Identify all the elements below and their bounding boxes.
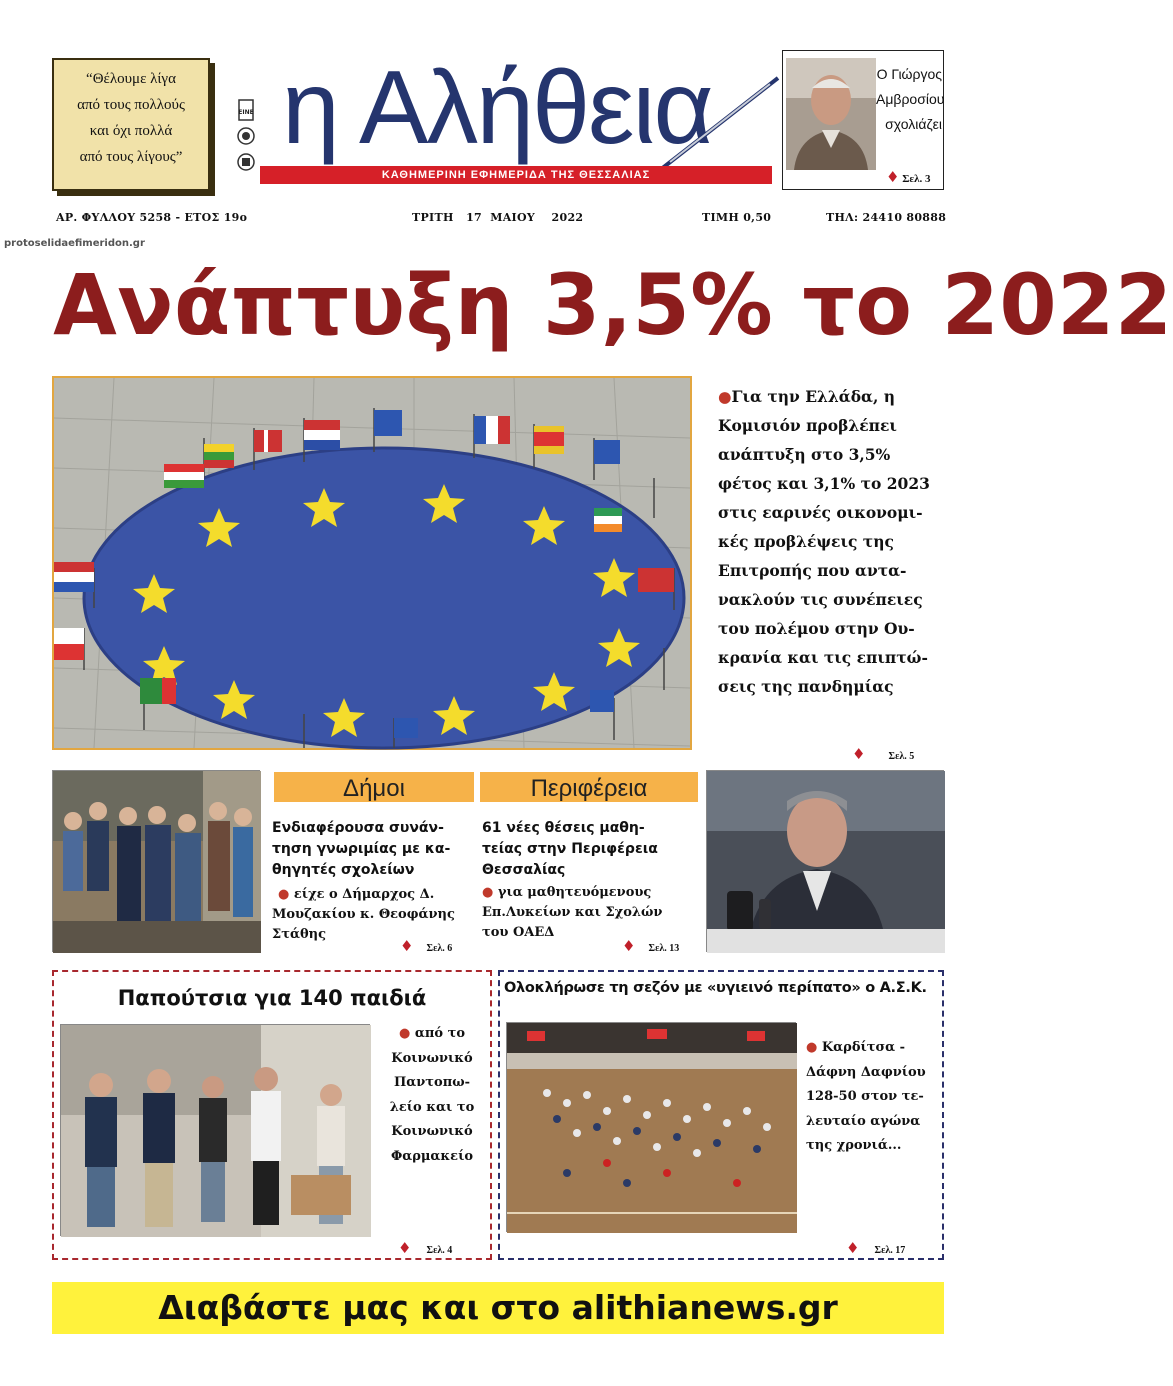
ask-photo — [506, 1022, 796, 1232]
perifereia-head-line: 61 νέες θέσεις μαθη- — [482, 820, 645, 836]
phone: ΤΗΛ: 24410 80888 — [826, 211, 947, 224]
section-label-dimoi: Δήμοι — [274, 772, 474, 802]
columnist-line: Αμβροσίου — [876, 91, 945, 107]
quote-box — [52, 58, 210, 191]
columnist-page-ref — [886, 168, 931, 186]
perifereia-story — [482, 818, 702, 943]
lead-line: σεις της πανδημίας — [718, 677, 894, 696]
lead-line: Επιτροπής που αντα- — [718, 561, 907, 580]
lead-line: νακλούν τις συνέπειες — [718, 590, 923, 609]
page-ref: Σελ. 13 — [648, 943, 680, 954]
lead-page-ref — [852, 744, 914, 763]
ask-line: Καρδίτσα - — [821, 1040, 906, 1055]
shoes-line: Παντοπω- — [393, 1075, 470, 1090]
seal-icon — [236, 100, 256, 182]
dimoi-story — [272, 818, 478, 945]
ask-line: 128-50 στον τε- — [806, 1089, 924, 1104]
quote-line: από τους πολλούς — [77, 97, 185, 113]
perifereia-page-ref — [622, 936, 679, 955]
ask-story — [806, 1036, 938, 1159]
ask-page-ref — [846, 1238, 905, 1257]
lead-line: κρανία και τις επιπτώ- — [718, 648, 928, 667]
lead-line: στις εαρινές οικονομι- — [718, 503, 923, 522]
ask-line: της χρονιά... — [806, 1138, 902, 1153]
page-ref: Σελ. 17 — [874, 1245, 906, 1256]
bullet-icon: ● — [278, 887, 290, 902]
issue-number: ΑΡ. ΦΥΛΛΟΥ 5258 - ΕΤΟΣ 19ο — [56, 211, 248, 224]
quote-line: “Θέλουμε λίγα — [86, 71, 176, 87]
website-banner[interactable]: Διαβάστε μας και στο alithianews.gr — [52, 1282, 944, 1334]
ask-line: λευταίο αγώνα — [806, 1113, 921, 1129]
headline: Ανάπτυξη 3,5% το 2022 — [53, 256, 1173, 354]
diamond-icon: ♦ — [886, 168, 900, 186]
perifereia-head-line: Θεσσαλίας — [482, 862, 566, 878]
shoes-line: Φαρμακείο — [390, 1148, 474, 1164]
diamond-icon: ♦ — [398, 1239, 412, 1257]
diamond-icon: ♦ — [846, 1239, 860, 1257]
perifereia-sub-line: Επ.Λυκείων και Σχολών — [482, 905, 663, 920]
lead-line: του πολέμου στην Ου- — [718, 619, 915, 638]
shoes-photo — [60, 1024, 370, 1236]
dimoi-head-line: τηση γνωριμίας με κα- — [272, 841, 451, 857]
page-ref: Σελ. 3 — [902, 173, 931, 185]
eu-flag-photo — [54, 378, 690, 748]
main-photo — [52, 376, 692, 750]
dimoi-sub-line: Μουζακίου κ. Θεοφάνης — [272, 907, 455, 922]
watermark: protoselidaefimeridon.gr — [4, 238, 145, 249]
columnist-photo — [786, 58, 876, 170]
shoes-line: από το — [414, 1026, 465, 1041]
lead-line: φέτος και 3,1% το 2023 — [718, 474, 930, 493]
bullet-icon: ● — [806, 1040, 818, 1055]
columnist-line: Ο Γιώργος — [876, 66, 942, 82]
bullet-icon: ● — [718, 387, 732, 406]
columnist-line: σχολιάζει — [885, 116, 942, 132]
diamond-icon: ♦ — [622, 937, 636, 955]
page-ref: Σελ. 5 — [888, 751, 915, 762]
perifereia-sub-line: του ΟΑΕΔ — [482, 925, 555, 940]
bullet-icon: ● — [398, 1026, 411, 1041]
dimoi-photo — [52, 770, 260, 952]
lead-line: Για την Ελλάδα, η — [731, 387, 896, 406]
quote-line: από τους λίγους” — [79, 149, 183, 165]
pen-icon — [650, 70, 790, 180]
bullet-icon: ● — [482, 885, 494, 900]
shoes-story — [380, 1022, 484, 1169]
perifereia-head-line: τείας στην Περιφέρεια — [482, 841, 658, 857]
page-ref: Σελ. 6 — [426, 943, 453, 954]
dimoi-sub-line: Στάθης — [272, 927, 326, 942]
columnist-label — [876, 62, 945, 137]
dimoi-sub-line: είχε ο Δήμαρχος Δ. — [293, 887, 435, 902]
ask-line: Δάφνη Δαφνίου — [806, 1064, 926, 1080]
page-ref: Σελ. 4 — [426, 1245, 453, 1256]
perifereia-photo — [706, 770, 944, 952]
diamond-icon: ♦ — [852, 745, 866, 763]
shoes-line: Κοινωνικό — [391, 1050, 473, 1066]
shoes-line: λείο και το — [389, 1099, 475, 1115]
diamond-icon: ♦ — [400, 937, 414, 955]
lead-line: Κομισιόν προβλέπει — [718, 416, 897, 435]
price: ΤΙΜΗ 0,50 — [702, 211, 772, 224]
masthead-title: η Αλήθεια — [282, 50, 712, 166]
quote-line: και όχι πολλά — [89, 123, 173, 139]
section-label-perifereia: Περιφέρεια — [480, 772, 698, 802]
seal-text: ΕΙΝΕ — [238, 109, 254, 116]
shoes-title: Παπούτσια για 140 παιδιά — [117, 986, 427, 1010]
issue-date: ΤΡΙΤΗ 17 ΜΑΙΟΥ 2022 — [412, 211, 584, 224]
shoes-page-ref — [398, 1238, 452, 1257]
lead-line: κές προβλέψεις της — [718, 532, 894, 551]
perifereia-sub-line: για μαθητευόμενους — [497, 885, 652, 900]
lead-line: ανάπτυξη στο 3,5% — [718, 445, 891, 464]
shoes-line: Κοινωνικό — [391, 1124, 473, 1139]
dimoi-head-line: Ενδιαφέρουσα συνάν- — [272, 820, 444, 836]
dimoi-page-ref — [400, 936, 452, 955]
dimoi-head-line: θηγητές σχολείων — [272, 862, 415, 878]
masthead-tagline: ΚΑΘΗΜΕΡΙΝΗ ΕΦΗΜΕΡΙΔΑ ΤΗΣ ΘΕΣΣΑΛΙΑΣ — [260, 166, 772, 184]
lead-story — [718, 382, 944, 701]
ask-title: Ολοκλήρωσε τη σεζόν με «υγιεινό περίπατο» ο Α.Σ.Κ. — [504, 980, 927, 996]
